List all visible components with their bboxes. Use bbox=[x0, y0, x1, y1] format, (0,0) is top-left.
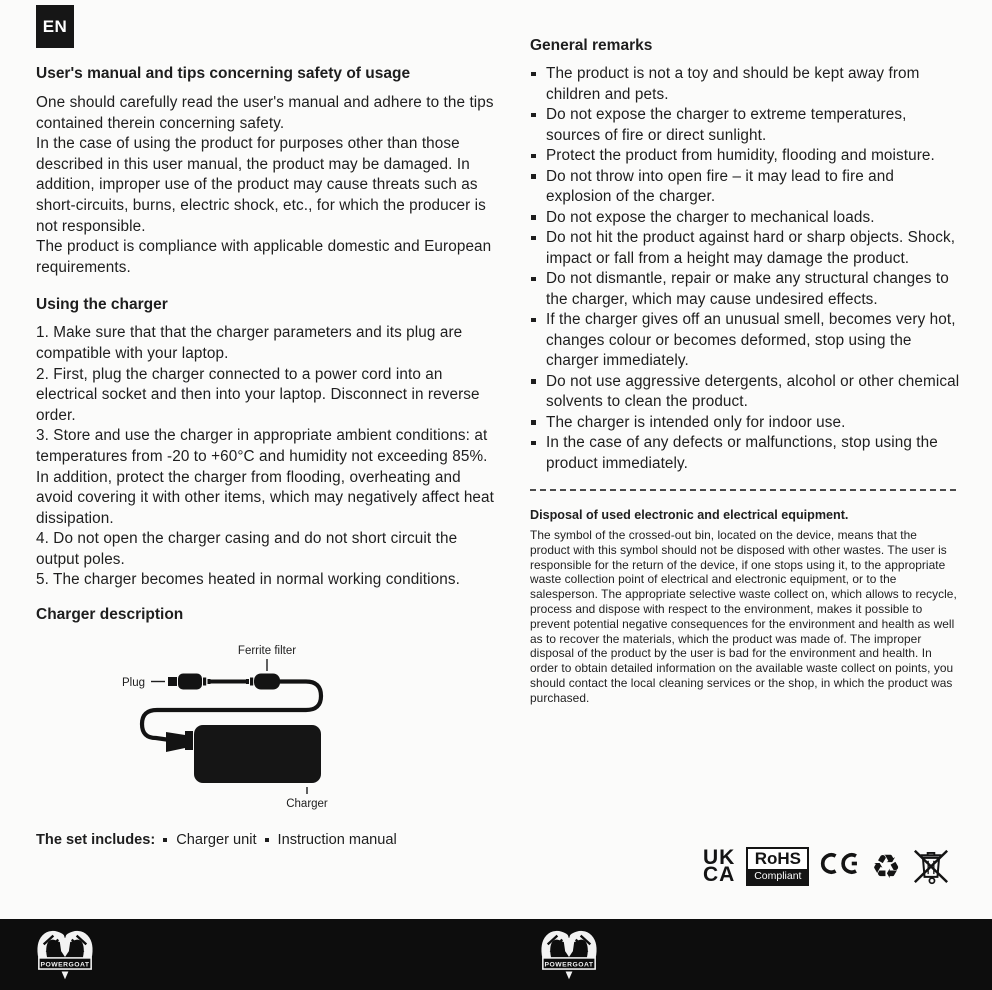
plug-label: Plug bbox=[122, 677, 146, 690]
using-step: 2. First, plug the charger connected to a power cord into an electrical socket and then into your laptop. Disconnect in reverse order. bbox=[36, 365, 480, 424]
remark-item: If the charger gives off an unusual smell, becomes very hot, changes colour or becomes deformed, stop using the charger immediately. bbox=[530, 310, 962, 372]
remark-item: The charger is intended only for indoor use. bbox=[530, 413, 962, 434]
dc-connector-tip bbox=[185, 731, 193, 750]
general-remarks-list bbox=[530, 64, 962, 474]
cable-grommet bbox=[246, 679, 249, 684]
charger-diagram bbox=[108, 635, 494, 820]
ce-mark-drawing bbox=[820, 848, 860, 879]
remark-item: Do not hit the product against hard or sharp objects. Shock, impact or fall from a height may damage the product. bbox=[530, 228, 962, 269]
safety-paragraph: The product is compliance with applicable domestic and European requirements. bbox=[36, 238, 492, 276]
remark-item: In the case of any defects or malfunctions, stop using the product immediately. bbox=[530, 433, 962, 474]
ukca-line: UK bbox=[703, 845, 736, 869]
language-badge: EN bbox=[36, 5, 74, 48]
remark-item: Do not expose the charger to extreme temperatures, sources of fire or direct sunlight. bbox=[530, 105, 962, 146]
right-column bbox=[530, 36, 962, 706]
charger-diagram-drawing bbox=[108, 635, 388, 815]
ferrite-filter bbox=[254, 674, 280, 690]
using-step: 1. Make sure that that the charger parameters and its plug are compatible with your laptop. bbox=[36, 324, 463, 362]
powergoat-brand-text: POWERGOAT bbox=[40, 961, 90, 969]
safety-paragraph: In the case of using the product for purposes other than those described in this user manual, the product may be damaged. In addition, improper use of the product may cause threats such as short-circuits, burns, electric shock, etc., for which the producer is not responsible. bbox=[36, 135, 486, 235]
using-step: 5. The charger becomes heated in normal working conditions. bbox=[36, 571, 460, 589]
disposal-title: Disposal of used electronic and electrical equipment. bbox=[530, 508, 849, 522]
dc-connector bbox=[166, 732, 185, 752]
remark-item: Do not expose the charger to mechanical loads. bbox=[530, 208, 962, 229]
disposal-body: The symbol of the crossed-out bin, located on the device, means that the product with this symbol should not be disposed with other wastes. The user is responsible for the return of the device, if one stops using it, to the appropriate waste collection point of electrical and electronic equipment, or to the salesperson. The appropriate selective waste collect on, which allows to recycle, process and dispose with respect to the environment, makes it possible to prevent potential negative consequences for the environment and health as well as to recover the materials, which the product was made of. The improper disposal of the product by the user is bad for the environment and health. In order to obtain detailed information on the available waste collect on points, you should contact the local cleaning services or the shop, in which the product was purchased. bbox=[530, 528, 957, 705]
footer-bar bbox=[0, 919, 992, 990]
remark-item: Protect the product from humidity, flooding and moisture. bbox=[530, 146, 962, 167]
powergoat-logo bbox=[34, 926, 96, 984]
using-section-title: Using the charger bbox=[36, 296, 168, 314]
rohs-compliant-label: Compliant bbox=[748, 869, 807, 884]
using-step: 4. Do not open the charger casing and do not short circuit the output poles. bbox=[36, 530, 458, 568]
remark-item: Do not use aggressive detergents, alcohol or other chemical solvents to clean the product. bbox=[530, 372, 962, 413]
remark-item: Do not dismantle, repair or make any structural changes to the charger, which may cause undesired effects. bbox=[530, 269, 962, 310]
set-includes-label: The set includes: bbox=[36, 832, 156, 849]
left-column bbox=[36, 64, 494, 848]
ukca-mark bbox=[703, 845, 736, 886]
using-step: 3. Store and use the charger in appropriate ambient conditions: at temperatures from -20 to +60°C and humidity not exceeding 85%. In addition, protect the charger from flooding, overheating and avoid covering it with other items, which may negatively affect heat dissipation. bbox=[36, 427, 494, 527]
general-remarks-title: General remarks bbox=[530, 37, 653, 54]
rohs-label: RoHS bbox=[754, 848, 801, 868]
weee-crossed-bin-icon bbox=[912, 845, 950, 887]
plug-body bbox=[178, 674, 202, 690]
cable-grommet bbox=[250, 678, 253, 686]
recycling-icon: ♻ bbox=[871, 846, 901, 886]
description-section-title: Charger description bbox=[36, 606, 184, 624]
set-includes-line bbox=[36, 832, 494, 848]
cable-grommet bbox=[203, 678, 206, 686]
remark-item: The product is not a toy and should be kept away from children and pets. bbox=[530, 64, 962, 105]
powergoat-logo bbox=[538, 926, 600, 984]
safety-section-title: User's manual and tips concerning safety of usage bbox=[36, 65, 411, 82]
ferrite-filter-label: Ferrite filter bbox=[237, 645, 297, 658]
conformity-marks bbox=[703, 845, 950, 887]
ce-mark-icon bbox=[820, 848, 860, 884]
ukca-line: CA bbox=[703, 863, 736, 886]
powergoat-brand-text: POWERGOAT bbox=[544, 961, 594, 969]
plug-prong bbox=[168, 677, 177, 686]
charger-brick bbox=[194, 725, 321, 783]
rohs-mark bbox=[746, 847, 809, 886]
remark-item: Do not throw into open fire – it may lead to fire and explosion of the charger. bbox=[530, 167, 962, 208]
section-divider bbox=[530, 489, 956, 491]
charger-label: Charger bbox=[286, 798, 328, 811]
set-item: Instruction manual bbox=[265, 832, 397, 848]
set-item: Charger unit bbox=[163, 832, 256, 848]
safety-paragraph: One should carefully read the user's manual and adhere to the tips contained therein concerning safety. bbox=[36, 94, 494, 132]
